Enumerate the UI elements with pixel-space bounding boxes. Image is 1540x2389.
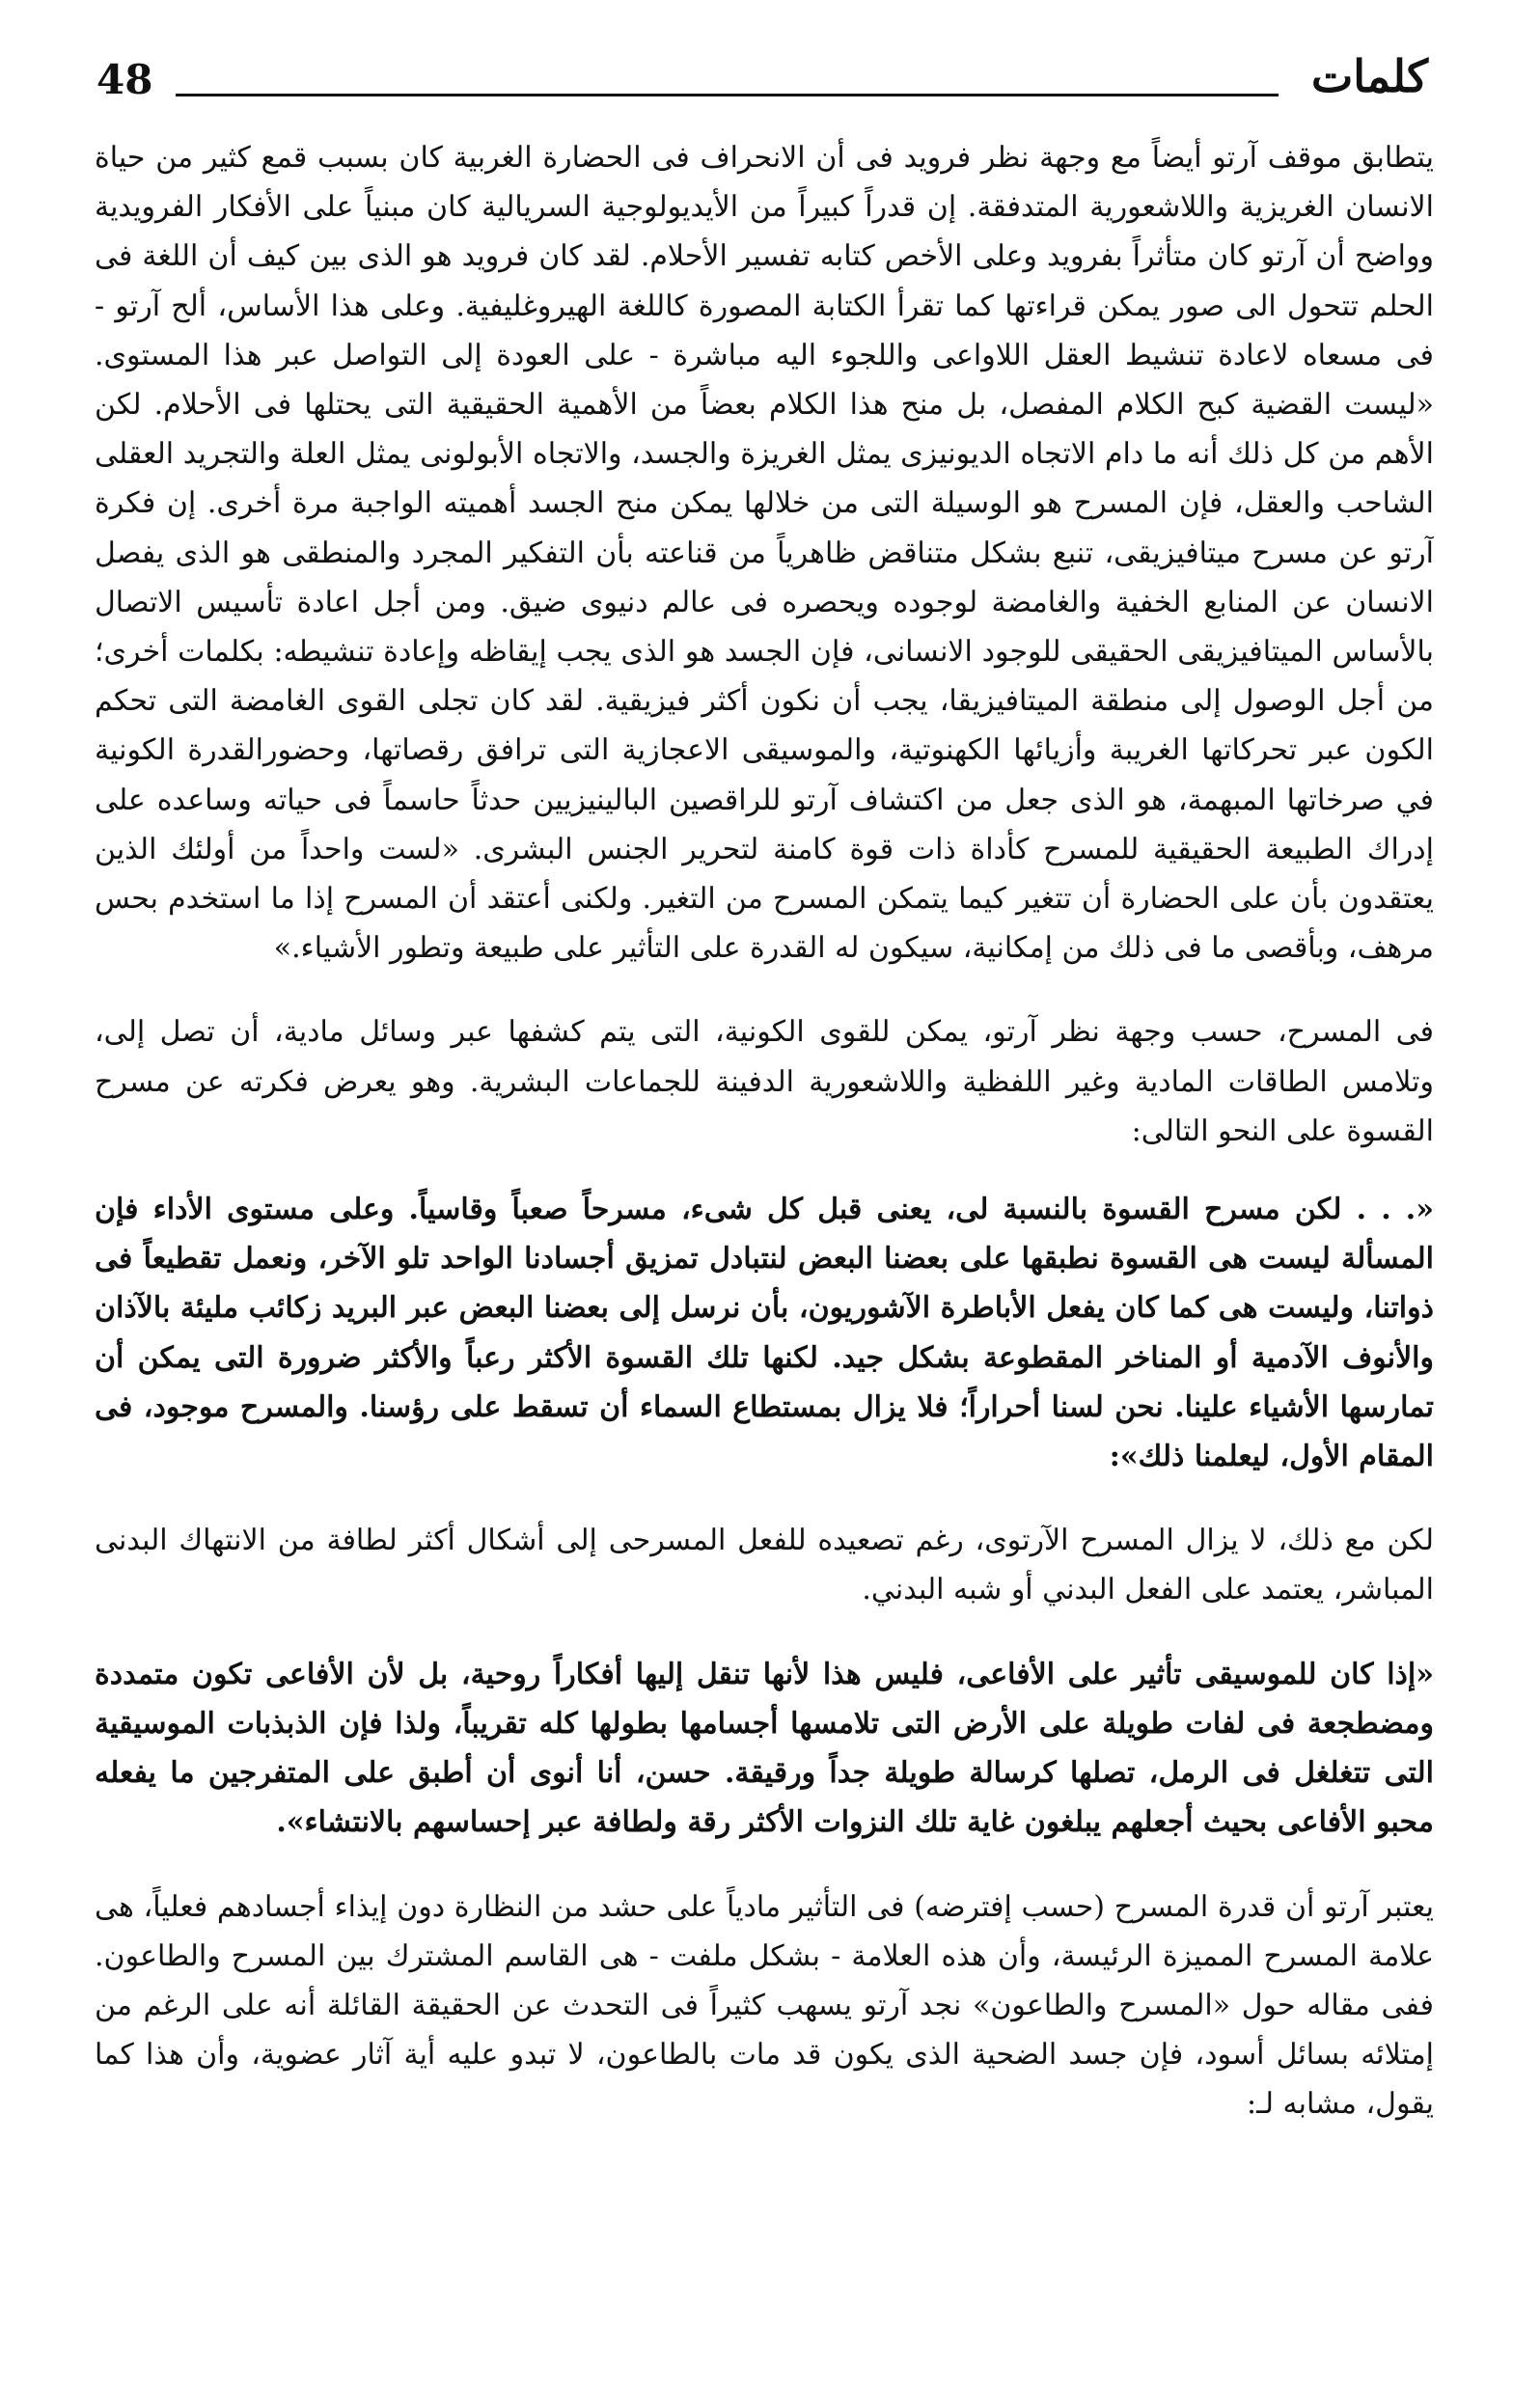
- quote-paragraph: «إذا كان للموسيقى تأثير على الأفاعى، فليس هذا لأنها تنقل إليها أفكاراً روحية، بل لأن الأفاعى تكون متمددة ومضطجعة فى لفات طويلة على الأرض التى تلامسها أجسامها بطولها كله تقريباً، ولذا فإن الذبذبات الموسيقية التى تتغلغل فى الرمل، تصلها كرسالة طويلة جداً ورقيقة. حسن، أنا أنوى أن أطبق على المتفرجين ما يفعله محبو الأفاعى بحيث أجعلهم يبلغون غاية تلك النزوات الأكثر رقة ولطافة عبر إحساسهم بالانتشاء».: [95, 1657, 1434, 1840]
- running-title: كلمات: [1310, 50, 1428, 102]
- paragraph: فى المسرح، حسب وجهة نظر آرتو، يمكن للقوى الكونية، التى يتم كشفها عبر وسائل مادية، أن تصل إلى، وتلامس الطاقات المادية وغير اللفظية واللاشعورية الدفينة للجماعات البشرية. وهو يعرض فكرته عن مسرح القسوة على النحو التالى:: [95, 1015, 1434, 1148]
- paragraph: لكن مع ذلك، لا يزال المسرح الآرتوى، رغم تصعيده للفعل المسرحى إلى أشكال أكثر لطافة من الانتهاك البدنى المباشر، يعتمد على الفعل البدني أو شبه البدني.: [95, 1524, 1434, 1607]
- paragraph: يعتبر آرتو أن قدرة المسرح (حسب إفترضه) فى التأثير مادياً على حشد من النظارة دون إيذاء أجسادهم فعلياً، هى علامة المسرح المميزة الرئيسة، وأن هذه العلامة - بشكل ملفت - هى القاسم المشترك بين المسرح والطاعون. ففى مقاله حول «المسرح والطاعون» نجد آرتو يسهب كثيراً فى التحدث عن الحقيقة القائلة أنه على الرغم من إمتلائه بسائل أسود، فإن جسد الضحية الذى يكون قد مات بالطاعون، لا تبدو عليه أية آثار عضوية، وأن هذا كما يقول، مشابه لـ:: [95, 1889, 1434, 2122]
- quote-paragraph: «. . . لكن مسرح القسوة بالنسبة لى، يعنى قبل كل شىء، مسرحاً صعباً وقاسياً. وعلى مستوى الأداء فإن المسألة ليست هى القسوة نطبقها على بعضنا البعض لنتبادل تمزيق أجسادنا الواحد تلو الآخر، ونعمل تقطيعاً فى ذواتنا، وليست هى كما كان يفعل الأباطرة الآشوريون، بأن نرسل إلى بعضنا البعض عبر البريد زكائب مليئة بالآذان والأنوف الآدمية أو المناخر المقطوعة بشكل جيد. لكنها تلك القسوة الأكثر رعباً والأكثر ضرورة التى يمكن أن تمارسها الأشياء علينا. نحن لسنا أحراراً؛ فلا يزال بمستطاع السماء أن تسقط على رؤسنا. والمسرح موجود، فى المقام الأول، ليعلمنا ذلك»:: [95, 1193, 1434, 1474]
- page-header: [96, 50, 1428, 118]
- paragraph: يتطابق موقف آرتو أيضاً مع وجهة نظر فرويد فى أن الانحراف فى الحضارة الغربية كان بسبب قمع كثير من حياة الانسان الغريزية واللاشعورية المتدفقة. إن قدراً كبيراً من الأيديولوجية السريالية كان مبنياً على الأفكار الفرويدية وواضح أن آرتو كان متأثراً بفرويد وعلى الأخص كتابه تفسير الأحلام. لقد كان فرويد هو الذى بين كيف أن اللغة فى الحلم تتحول الى صور يمكن قراءتها كما تقرأ الكتابة المصورة كاللغة الهيروغليفية. وعلى هذا الأساس، ألح آرتو - فى مسعاه لاعادة تنشيط العقل اللاواعى واللجوء اليه مباشرة - على العودة إلى التواصل عبر هذا المستوى. «ليست القضية كبح الكلام المفصل، بل منح هذا الكلام بعضاً من الأهمية الحقيقية التى يحتلها فى الأحلام. لكن الأهم من كل ذلك أنه ما دام الاتجاه الديونيزى يمثل الغريزة والجسد، والاتجاه الأبولونى يمثل العلة والتجريد العقلى الشاحب والعقل، فإن المسرح هو الوسيلة التى من خلالها يمكن منح الجسد أهميته الواجبة مرة أخرى. إن فكرة آرتو عن مسرح ميتافيزيقى، تنبع بشكل متناقض ظاهرياً من قناعته بأن التفكير المجرد والمنطقى هو الذى يفصل الانسان عن المنابع الخفية والغامضة لوجوده ويحصره فى عالم دنيوى ضيق. ومن أجل اعادة تأسيس الاتصال بالأساس الميتافيزيقى الحقيقى للوجود الانسانى، فإن الجسد هو الذى يجب إيقاظه وإعادة تنشيطه: بكلمات أخرى؛ من أجل الوصول إلى منطقة الميتافيزيقا، يجب أن نكون أكثر فيزيقية. لقد كان تجلى القوى الغامضة التى تحكم الكون عبر تحركاتها الغريبة وأزيائها الكهنوتية، والموسيقى الاعجازية التى ترافق رقصاتها، وحضورالقدرة الكونية في صرخاتها المبهمة، هو الذى جعل من اكتشاف آرتو للراقصين البالينيزيين حدثاً حاسماً فى حياته وساعده على إدراك الطبيعة الحقيقية للمسرح كأداة ذات قوة كامنة لتحرير الجنس البشرى. «لست واحداً من أولئك الذين يعتقدون بأن على الحضارة أن تتغير كيما يتمكن المسرح من التغير. ولكنى أعتقد أن المسرح إذا ما استخدم بحس مرهف، وبأقصى ما فى ذلك من إمكانية، سيكون له القدرة على التأثير على طبيعة وتطور الأشياء.»: [95, 141, 1434, 966]
- header-rule: [176, 94, 1279, 96]
- page-number: 48: [96, 56, 153, 103]
- body-text: [95, 133, 1434, 2362]
